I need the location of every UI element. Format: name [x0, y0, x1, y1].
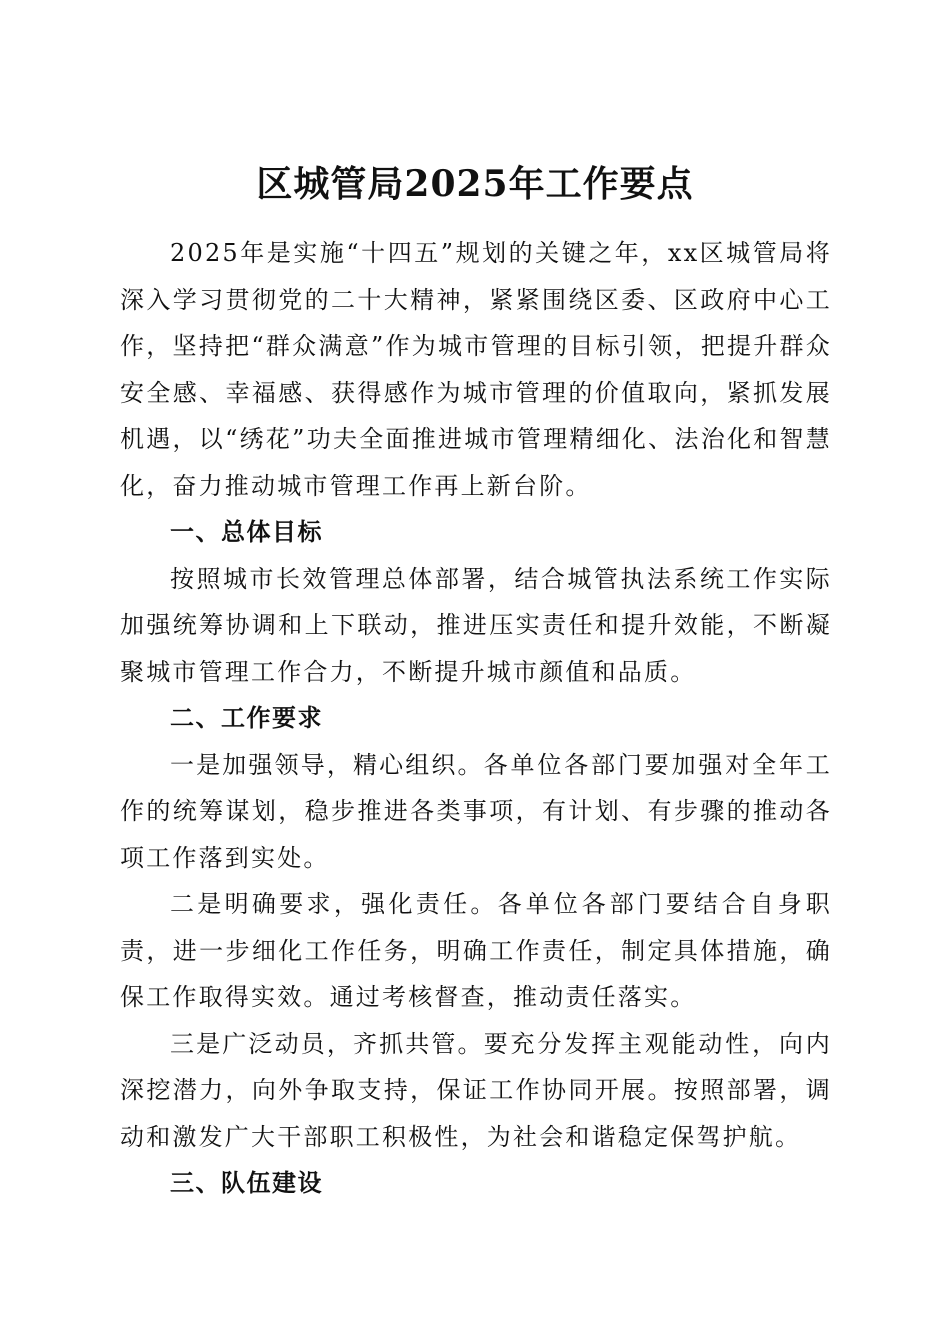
document-body — [120, 230, 832, 1207]
requirement-text-3: 要充分发挥主观能动性，向内深挖潜力，向外争取支持，保证工作协同开展。按照部署，调动和激发广大干部职工积极性，为社会和谐稳定保驾护航。 — [120, 1029, 832, 1151]
requirement-paragraph-3 — [120, 1021, 832, 1161]
section-heading-work-requirements: 二、工作要求 — [170, 704, 323, 732]
requirement-lead-2: 二是明确要求，强化责任。 — [170, 890, 498, 918]
intro-paragraph: 2025年是实施“十四五”规划的关键之年，xx区城管局将深入学习贯彻党的二十大精神，紧紧围绕区委、区政府中心工作，坚持把“群众满意”作为城市管理的目标引领，把提升群众安全感、幸福感、获得感作为城市管理的价值取向，紧抓发展机遇，以“绣花”功夫全面推进城市管理精细化、法治化和智慧化，奋力推动城市管理工作再上新台阶。 — [120, 239, 832, 500]
requirement-lead-3: 三是广泛动员，齐抓共管。 — [170, 1029, 484, 1058]
requirement-lead-1: 一是加强领导，精心组织。 — [170, 750, 484, 779]
section-heading-team-building: 三、队伍建设 — [170, 1169, 323, 1197]
requirement-text-2: 各单位各部门要结合自身职责，进一步细化工作任务，明确工作责任，制定具体措施，确保工作取得实效。通过考核督查，推动责任落实。 — [120, 890, 832, 1011]
section-heading-overall-goal: 一、总体目标 — [170, 518, 323, 546]
requirement-text-1: 各单位各部门要加强对全年工作的统筹谋划，稳步推进各类事项，有计划、有步骤的推动各项工作落到实处。 — [120, 750, 832, 872]
requirement-paragraph-1 — [120, 742, 832, 882]
requirement-paragraph-2 — [120, 881, 832, 1021]
document-title: 区城管局2025年工作要点 — [256, 163, 694, 206]
overall-goal-paragraph: 按照城市长效管理总体部署，结合城管执法系统工作实际加强统筹协调和上下联动，推进压实责任和提升效能，不断凝聚城市管理工作合力，不断提升城市颜值和品质。 — [120, 564, 832, 686]
